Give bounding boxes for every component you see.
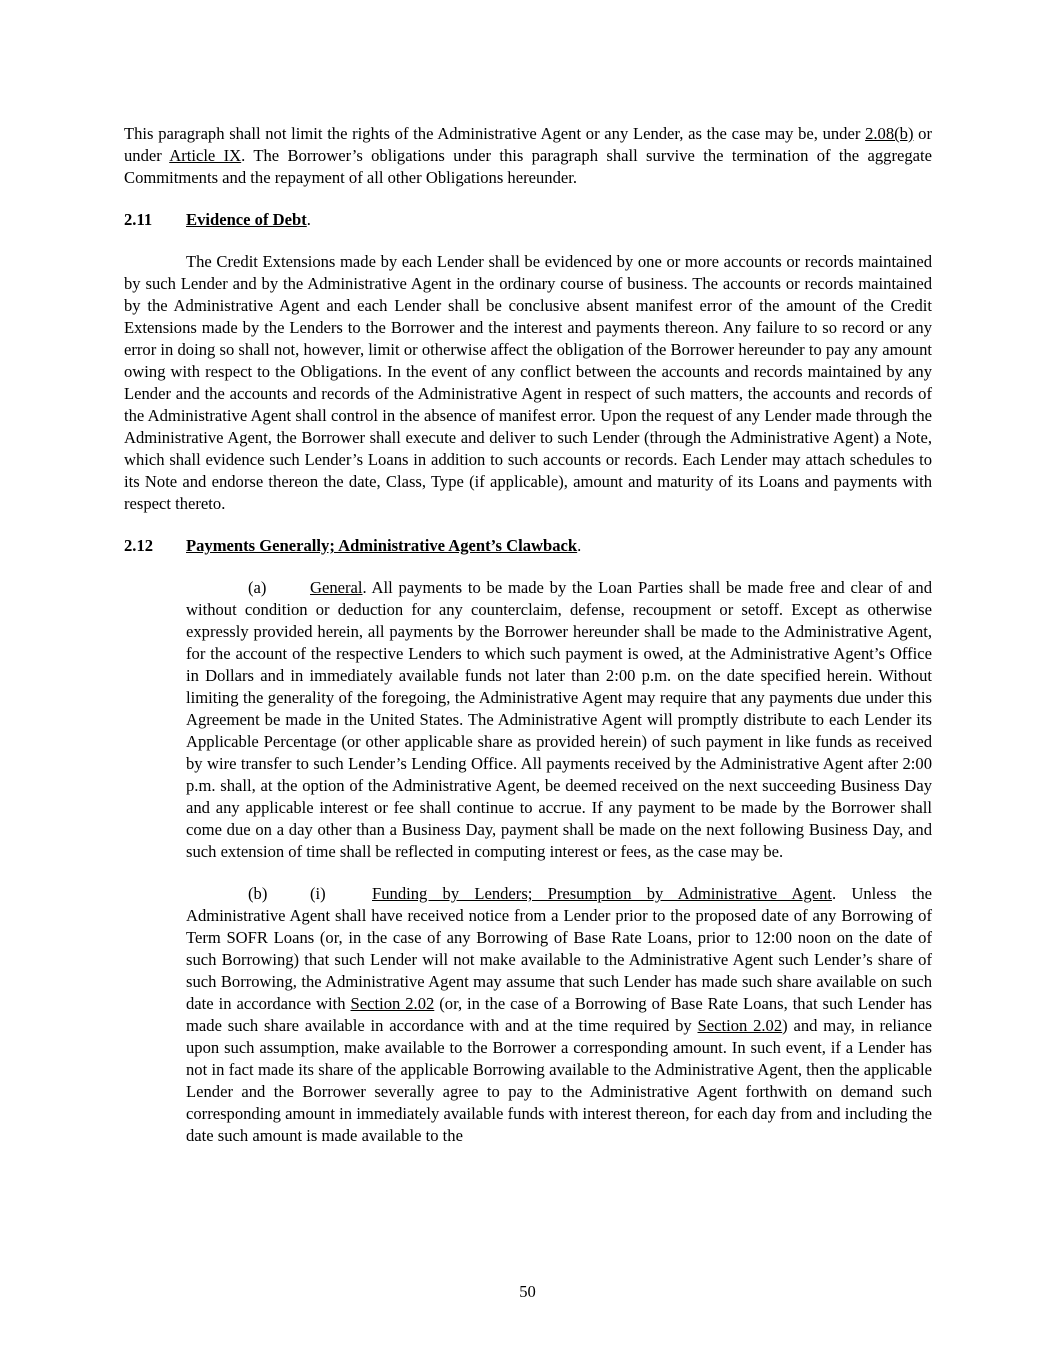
section-2-11-body: The Credit Extensions made by each Lender shall be evidenced by one or more accounts or records maintained by such Lender and by the Administrative Agent in the ordinary course of business. The accounts or records maintained by the Administrative Agent and each Lender shall be conclusive absent manifest error of the amount of the Credit Extensions made by the Lenders to the Borrower and the interest and payments thereon. Any failure to so record or any error in doing so shall not, however, limit or otherwise affect the obligation of the Borrower hereunder to pay any amount owing with respect to the Obligations. In the event of any conflict between the accounts and records maintained by any Lender and the accounts and records of the Administrative Agent in respect of such matters, the accounts and records of the Administrative Agent shall control in the absence of manifest error. Upon the request of any Lender made through the Administrative Agent, the Borrower shall execute and deliver to such Lender (through the Administrative Agent) a Note, which shall evidence such Lender’s Loans in addition to such accounts or records. Each Lender may attach schedules to its Note and endorse thereon the date, Class, Type (if applicable), amount and maturity of its Loans and payments with respect thereto.	[124, 252, 932, 513]
section-title: Payments Generally; Administrative Agent’s Clawback	[186, 536, 578, 555]
page-number: 50	[519, 1282, 536, 1301]
section-reference-link[interactable]: Section 2.02	[697, 1016, 783, 1035]
subsection-a: (a) General. All payments to be made by the Loan Parties shall be made free and clear of and without condition or deduction for any counterclaim, defense, recoupment or setoff. Except as otherwise expressly provided herein, all payments by the Borrower hereunder shall be made to the Administrative Agent, for the account of the respective Lenders to which such payment is owed, at the Administrative Agent’s Office in Dollars and in immediately available funds not later than 2:00 p.m. on the date specified herein. Without limiting the generality of the foregoing, the Administrative Agent may require that any payments due under this Agreement be made in the United States. The Administrative Agent will promptly distribute to each Lender its Applicable Percentage (or other applicable share as provided herein) of such payment in like funds as received by wire transfer to such Lender’s Lending Office. All payments received by the Administrative Agent after 2:00 p.m. shall, at the option of the Administrative Agent, be deemed received on the next succeeding Business Day and any applicable interest or fee shall continue to accrue. If any payment to be made by the Borrower shall come due on a day other than a Business Day, payment shall be made on the next following Business Day, and such extension of time shall be reflected in computing interest or fees, as the case may be.	[186, 578, 932, 861]
section-reference-link[interactable]: Section 2.02	[350, 994, 435, 1013]
subsection-label: (b)	[248, 884, 268, 903]
subsection-label: (a)	[248, 578, 267, 597]
opening-paragraph: This paragraph shall not limit the rights of the Administrative Agent or any Lender, as the case may be, under 2.08(b) or under Article IX. The Borrower’s obligations under this paragraph shall survive the termination of the aggregate Commitments and the repayment of all other Obligations hereunder.	[124, 124, 932, 187]
clause-label: (i)	[310, 884, 326, 903]
section-title: Evidence of Debt	[186, 210, 307, 229]
section-heading-2-12: 2.12 Payments Generally; Administrative Agent’s Clawback.	[124, 536, 582, 555]
subsection-title: Funding by Lenders; Presumption by Administrative Agent	[372, 884, 832, 903]
document-body	[124, 123, 932, 1167]
article-reference-link[interactable]: Article IX	[169, 146, 242, 165]
section-heading-2-11: 2.11 Evidence of Debt.	[124, 210, 311, 229]
subsection-b: (b) (i) Funding by Lenders; Presumption by Administrative Agent. Unless the Administrative Agent shall have received notice from a Lender prior to the proposed date of any Borrowing of Term SOFR Loans (or, in the case of any Borrowing of Base Rate Loans, prior to 12:00 noon on the date of such Borrowing) that such Lender will not make available to the Administrative Agent such Lender’s share of such Borrowing, the Administrative Agent may assume that such Lender has made such share available on such date in accordance with Section 2.02 (or, in the case of a Borrowing of Base Rate Loans, that such Lender has made such share available in accordance with and at the time required by Section 2.02) and may, in reliance upon such assumption, make available to the Borrower a corresponding amount. In such event, if a Lender has not in fact made its share of the applicable Borrowing available to the Administrative Agent, then the applicable Lender and the Borrower severally agree to pay to the Administrative Agent forthwith on demand such corresponding amount in immediately available funds with interest thereon, for each day from and including the date such amount is made available to the	[186, 884, 932, 1145]
section-reference-link[interactable]: 2.08(b)	[865, 124, 914, 143]
section-number: 2.11	[124, 210, 153, 229]
section-number: 2.12	[124, 536, 154, 555]
subsection-title: General	[310, 578, 363, 597]
